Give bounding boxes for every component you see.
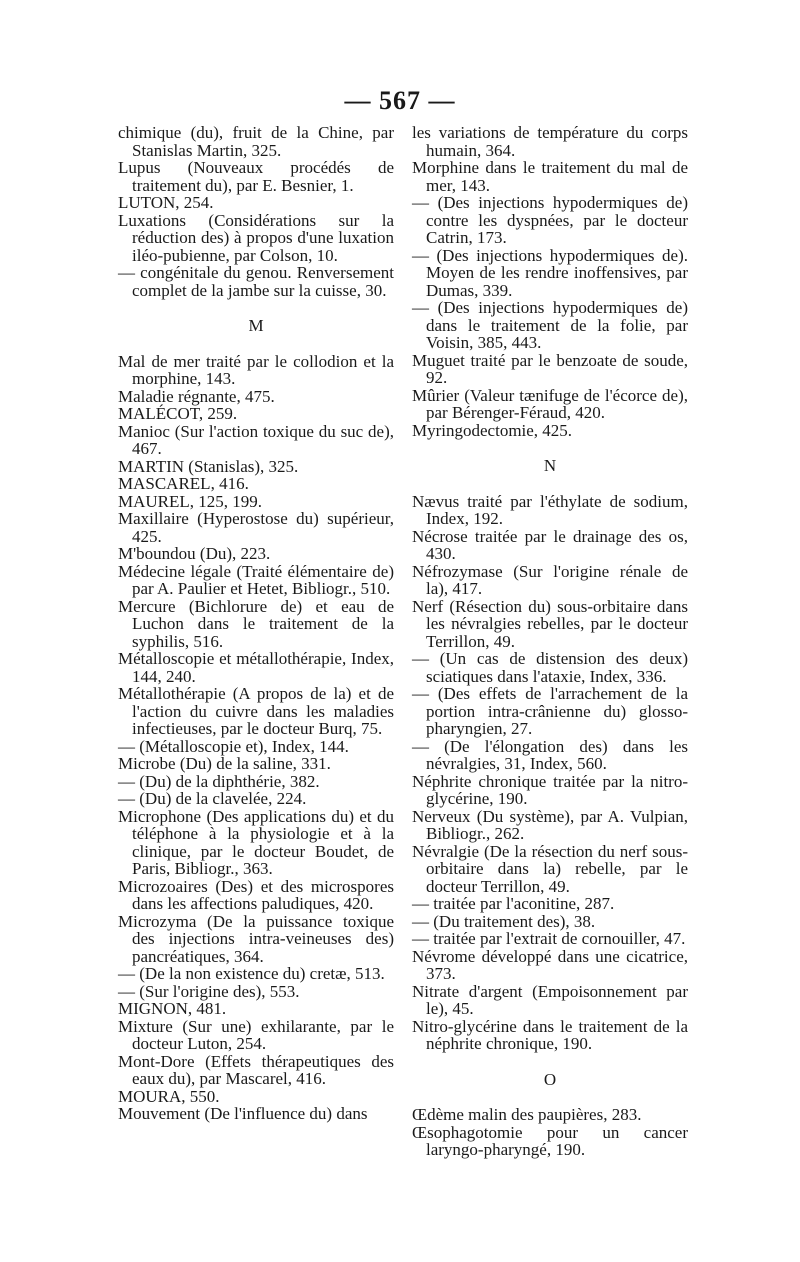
index-entry: — (Du traitement des), 38. [412, 911, 596, 931]
index-entry: Mixture (Sur une) exhilarante, par le docteur Luton, 254. [118, 1016, 394, 1053]
index-entry: Métallothérapie (A propos de la) et de l'action du cuivre dans les maladies infectieuses, par le docteur Burq, 75. [118, 684, 394, 738]
index-entry: — traitée par l'extrait de cornouiller, 47. [412, 929, 686, 948]
index-entry: — traitée par l'aconitine, 287. [412, 894, 615, 913]
index-entry: Médecine légale (Traité élémentaire de) par A. Paulier et Hetet, Bibliogr., 510. [118, 561, 394, 598]
section-letter: O [543, 1069, 557, 1089]
index-entry: — (De l'élongation des) dans les névralgies, 31, Index, 560. [412, 736, 688, 773]
index-entry: MOURA, 550. [118, 1086, 220, 1106]
index-entry: M'boundou (Du), 223. [118, 544, 271, 563]
index-entry: MIGNON, 481. [118, 999, 227, 1018]
index-entry: Myringodectomie, 425. [412, 420, 573, 440]
index-entry: chimique (du), fruit de la Chine, par Stanislas Martin, 325. [118, 123, 394, 160]
index-entry: Microphone (Des applications du) et du téléphone à la physiologie et à la clinique, par le docteur Boudet, de Paris, Bibliogr., 363. [118, 806, 394, 878]
index-entry: Manioc (Sur l'action toxique du suc de), 467. [118, 421, 394, 458]
page-number: — 567 — [344, 86, 456, 115]
index-entry: Métalloscopie et métallothérapie, Index, 144, 240. [118, 649, 394, 686]
index-entry: Névrome développé dans une cicatrice, 373. [412, 946, 688, 983]
index-entry: Néphrite chronique traitée par la nitro-glycérine, 190. [412, 771, 688, 808]
index-entry: Microbe (Du) de la saline, 331. [118, 754, 331, 773]
index-entry: MARTIN (Stanislas), 325. [118, 456, 299, 476]
index-entry: Nécrose traitée par le drainage des os, 430. [412, 526, 688, 563]
index-entry: Maxillaire (Hyperostose du) supérieur, 425. [118, 509, 394, 546]
index-entry: Mal de mer traité par le collodion et la morphine, 143. [118, 351, 394, 388]
index-entry: Névralgie (De la résection du nerf sous-orbitaire dans la) rebelle, par le docteur Terrillon, 49. [412, 841, 688, 896]
index-entry: — congénitale du genou. Renversement complet de la jambe sur la cuisse, 30. [118, 263, 394, 300]
index-entry: — (Des injections hypodermiques de) dans le traitement de la folie, par Voisin, 385, 443. [412, 298, 688, 352]
index-entry: Nævus traité par l'éthylate de sodium, Index, 192. [412, 491, 688, 528]
index-entry: Mont-Dore (Effets thérapeutiques des eaux du), par Mascarel, 416. [118, 1051, 394, 1088]
index-entry: Microzoaires (Des) et des microspores dans les affections paludiques, 420. [118, 876, 394, 913]
index-entry: — (Des injections hypodermiques de). Moyen de les rendre inoffensives, par Dumas, 339. [412, 245, 688, 300]
index-entry: Muguet traité par le benzoate de soude, 92. [412, 350, 688, 387]
index-entry: MASCAREL, 416. [118, 474, 249, 493]
index-entry: Nerf (Résection du) sous-orbitaire dans les névralgies rebelles, par le docteur Terrillon, 49. [412, 596, 688, 651]
index-entry: — (Métalloscopie et), Index, 144. [118, 736, 349, 756]
index-entry: Luxations (Considérations sur la réduction des) à propos d'une luxation iléo-pubienne, par Colson, 10. [118, 210, 394, 265]
index-entry: Mouvement (De l'influence du) dans [118, 1104, 368, 1123]
index-entry: Nerveux (Du système), par A. Vulpian, Bibliogr., 262. [412, 806, 688, 843]
index-entry: les variations de température du corps humain, 364. [412, 123, 688, 160]
index-entry: Mûrier (Valeur tænifuge de l'écorce de), par Bérenger-Féraud, 420. [412, 385, 688, 422]
section-letter: N [543, 456, 557, 475]
index-entry: — (De la non existence du) cretæ, 513. [118, 964, 385, 983]
index-entry: LUTON, 254. [118, 193, 214, 212]
index-entry: Nitro-glycérine dans le traitement de la néphrite chronique, 190. [412, 1016, 688, 1053]
section-letter: M [248, 316, 264, 335]
index-entry: Maladie régnante, 475. [118, 386, 275, 406]
index-entry: — (Des effets de l'arrachement de la portion intra-crânienne du) glosso-pharyngien, 27. [412, 684, 688, 738]
right-column [412, 124, 688, 1159]
index-entry: MAUREL, 125, 199. [118, 491, 263, 511]
index-entry: — (Sur l'origine des), 553. [118, 981, 300, 1001]
index-entry: — (Un cas de distension des deux) sciatiques dans l'ataxie, Index, 336. [412, 649, 688, 686]
index-entry: — (Des injections hypodermiques de) contre les dyspnées, par le docteur Catrin, 173. [412, 193, 688, 247]
index-entry: Œdème malin des paupières, 283. [412, 1105, 642, 1124]
index-entry: Œsophagotomie pour un cancer laryngo-pharyngé, 190. [412, 1122, 688, 1159]
index-entry: — (Du) de la diphthérie, 382. [118, 771, 320, 791]
index-entry: MALÉCOT, 259. [118, 404, 238, 423]
index-entry: Lupus (Nouveaux procédés de traitement du), par E. Besnier, 1. [118, 158, 394, 195]
index-entry: Néfrozymase (Sur l'origine rénale de la), 417. [412, 561, 688, 598]
index-entry: Microzyma (De la puissance toxique des injections intra-veineuses des) pancréatiques, 364. [118, 911, 394, 966]
left-column [118, 124, 394, 1123]
index-entry: Mercure (Bichlorure de) et eau de Luchon dans le traitement de la syphilis, 516. [118, 596, 394, 651]
index-entry: Nitrate d'argent (Empoisonnement par le), 45. [412, 981, 688, 1018]
index-entry: Morphine dans le traitement du mal de mer, 143. [412, 158, 688, 195]
index-entry: — (Du) de la clavelée, 224. [118, 789, 307, 808]
